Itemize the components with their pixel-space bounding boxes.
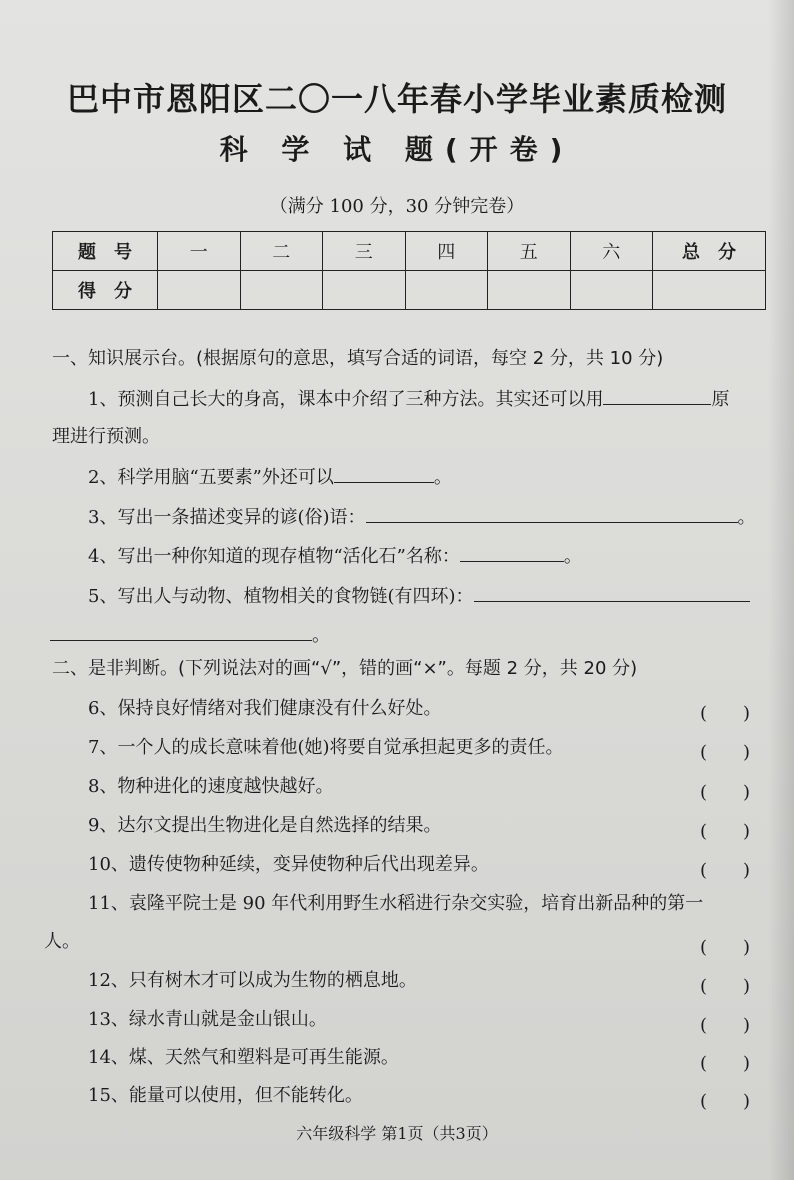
score-input-cell[interactable]	[158, 271, 241, 310]
score-cell: 总 分	[653, 232, 766, 271]
score-cell: 得 分	[53, 271, 158, 310]
answer-paren[interactable]: ( )	[700, 937, 751, 958]
score-table	[52, 231, 766, 310]
question-text: 。	[563, 546, 582, 567]
section2-title: 二、是非判断。(下列说法对的画“√”，错的画“×”。每题 2 分，共 20 分)	[52, 658, 638, 679]
judge-item: 15、能量可以使用，但不能转化。	[88, 1085, 363, 1106]
judge-item: 13、绿水青山就是金山银山。	[88, 1009, 327, 1030]
question-text: 4、写出一种你知道的现存植物“活化石”名称：	[88, 546, 460, 567]
score-input-cell[interactable]	[570, 271, 653, 310]
question-2	[88, 464, 452, 490]
question-text: 5、写出人与动物、植物相关的食物链(有四环)：	[88, 586, 474, 607]
score-cell: 题 号	[53, 232, 158, 271]
score-cell: 四	[405, 232, 488, 271]
judge-item: 6、保持良好情绪对我们健康没有什么好处。	[88, 698, 442, 719]
question-4	[88, 543, 582, 569]
score-cell: 一	[158, 232, 241, 271]
score-cell: 三	[323, 232, 406, 271]
answer-paren[interactable]: ( )	[700, 1053, 751, 1074]
judge-item: 7、一个人的成长意味着他(她)将要自觉承担起更多的责任。	[88, 737, 564, 758]
section1-title: 一、知识展示台。(根据原句的意思，填写合适的词语，每空 2 分，共 10 分)	[52, 348, 664, 369]
judge-item: 10、遗传使物种延续，变异使物种后代出现差异。	[88, 854, 489, 875]
judge-item-cont: 人。	[44, 931, 80, 952]
score-cell: 二	[240, 232, 323, 271]
question-text: 。	[737, 507, 756, 528]
question-text: 1、预测自己长大的身高，课本中介绍了三种方法。其实还可以用	[88, 389, 604, 410]
judge-item: 8、物种进化的速度越快越好。	[88, 776, 334, 797]
score-input-cell[interactable]	[488, 271, 571, 310]
score-cell: 六	[570, 232, 653, 271]
answer-paren[interactable]: ( )	[700, 1015, 751, 1036]
answer-blank[interactable]	[474, 583, 750, 602]
answer-blank[interactable]	[50, 622, 312, 641]
exam-subtitle: 科 学 试 题(开卷)	[219, 133, 575, 166]
page-shadow	[768, 0, 794, 1180]
question-text: 。	[312, 625, 330, 646]
question-text: 原	[711, 389, 730, 410]
score-input-cell[interactable]	[240, 271, 323, 310]
judge-item: 9、达尔文提出生物进化是自然选择的结果。	[88, 815, 442, 836]
answer-blank[interactable]	[334, 464, 434, 483]
score-input-cell[interactable]	[405, 271, 488, 310]
answer-paren[interactable]: ( )	[700, 821, 751, 842]
answer-paren[interactable]: ( )	[700, 742, 751, 763]
exam-note: （满分 100 分，30 分钟完卷）	[269, 196, 525, 217]
question-1	[88, 386, 729, 412]
answer-paren[interactable]: ( )	[700, 976, 751, 997]
answer-paren[interactable]: ( )	[700, 860, 751, 881]
page-footer: 六年级科学 第1页（共3页）	[296, 1124, 498, 1143]
score-table-header-row	[53, 232, 766, 271]
exam-title: 巴中市恩阳区二〇一八年春小学毕业素质检测	[66, 80, 727, 118]
score-cell: 五	[488, 232, 571, 271]
question-3	[88, 504, 756, 530]
answer-paren[interactable]: ( )	[700, 782, 751, 803]
question-text: 。	[433, 467, 452, 488]
score-table-score-row	[53, 271, 766, 310]
question-text: 2、科学用脑“五要素”外还可以	[88, 467, 334, 488]
answer-paren[interactable]: ( )	[700, 703, 751, 724]
score-input-cell[interactable]	[653, 271, 766, 310]
judge-item: 11、袁隆平院士是 90 年代利用野生水稻进行杂交实验，培育出新品种的第一	[88, 893, 704, 914]
question-1-cont: 理进行预测。	[52, 426, 160, 447]
judge-item: 12、只有树木才可以成为生物的栖息地。	[88, 970, 417, 991]
question-text: 3、写出一条描述变异的谚(俗)语：	[88, 507, 366, 528]
judge-item: 14、煤、天然气和塑料是可再生能源。	[88, 1047, 399, 1068]
answer-blank[interactable]	[603, 386, 711, 405]
score-input-cell[interactable]	[323, 271, 406, 310]
answer-blank[interactable]	[366, 504, 738, 523]
answer-blank[interactable]	[460, 543, 564, 562]
question-5-cont	[50, 622, 330, 648]
answer-paren[interactable]: ( )	[700, 1091, 751, 1112]
question-5	[88, 583, 750, 609]
